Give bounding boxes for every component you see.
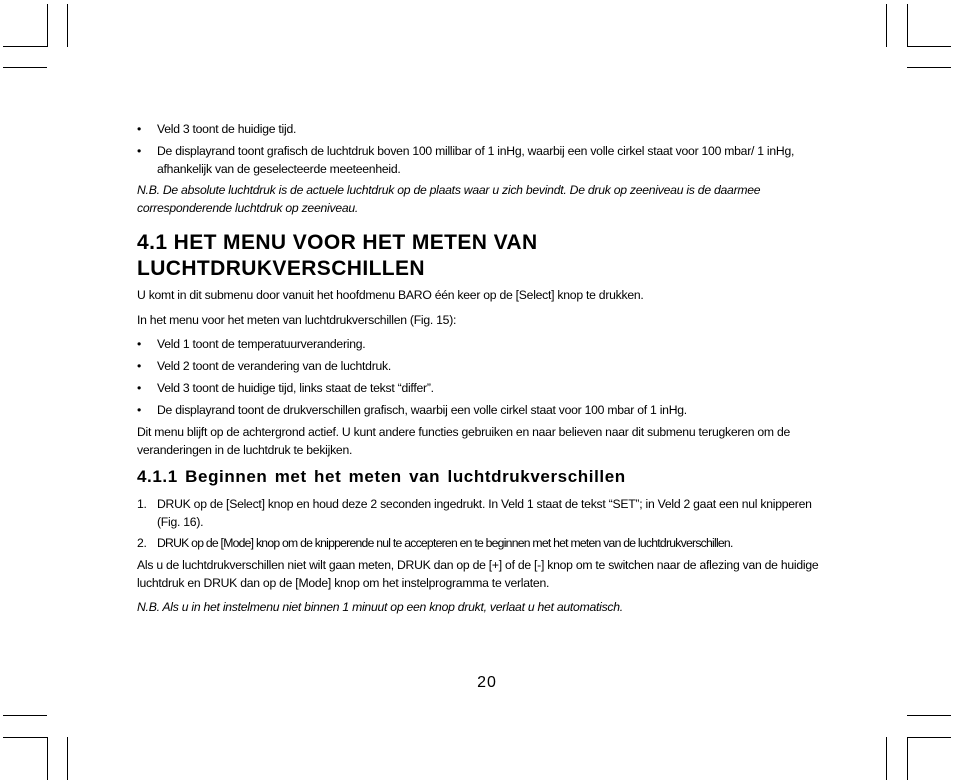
bullet-marker: • (137, 381, 142, 395)
list-item-text: De displayrand toont grafisch de luchtdruk boven 100 millibar of 1 inHg, waarbij een volle cirkel staat voor 100 mbar/ 1 inHg, afhankelijk van de geselecteerde meeteenheid. (157, 144, 795, 176)
list-item (137, 380, 831, 398)
bullet-marker: • (137, 359, 142, 373)
crop-mark (907, 46, 951, 47)
paragraph: Als u de luchtdrukverschillen niet wilt gaan meten, DRUK dan op de [+] of de [-] knop om te switchen naar de aflezing van de huidige luchtdruk en DRUK dan op de [Mode] knop om het instelprogramma te verlaten. (137, 558, 819, 590)
page-number: 20 (477, 674, 497, 691)
bullet-marker: • (137, 337, 142, 351)
list-item (137, 535, 831, 553)
list-item-text: DRUK op de [Select] knop en houd deze 2 seconden ingedrukt. In Veld 1 staat de tekst “SET”; in Veld 2 gaat een nul knipperen (Fig. 16). (157, 497, 812, 529)
step-number: 1. (137, 497, 147, 511)
paragraph: Dit menu blijft op de achtergrond actief. U kunt andere functies gebruiken en naar believen naar dit submenu terugkeren om de veranderingen in de luchtdruk te bekijken. (137, 425, 791, 457)
crop-mark (907, 67, 951, 68)
note: N.B. De absolute luchtdruk is de actuele luchtdruk op de plaats waar u zich bevindt. De druk op zeeniveau is de daarmee corresponderende luchtdruk op zeeniveau. (137, 183, 761, 215)
crop-mark (3, 737, 47, 738)
crop-mark (907, 4, 908, 47)
list-item-text: De displayrand toont de drukverschillen grafisch, waarbij een volle cirkel staat voor 100 mbar of 1 inHg. (157, 403, 687, 417)
list-item-text: DRUK op de [Mode] knop om de knipperende nul te accepteren en te beginnen met het meten van de luchtdrukverschillen. (157, 536, 733, 550)
crop-mark (907, 715, 951, 716)
paragraph: In het menu voor het meten van luchtdrukverschillen (Fig. 15): (137, 313, 457, 327)
crop-mark (907, 737, 951, 738)
subsection-title: 4.1.1 Beginnen met het meten van luchtdrukverschillen (137, 467, 626, 486)
crop-mark (67, 737, 68, 780)
list-item (137, 402, 831, 420)
crop-mark (47, 4, 48, 47)
list-item (137, 358, 831, 376)
list-item-text: Veld 3 toont de huidige tijd. (157, 122, 297, 136)
crop-mark (3, 67, 47, 68)
crop-mark (67, 4, 68, 47)
list-item (137, 336, 831, 354)
section-title: 4.1 HET MENU VOOR HET METEN VAN LUCHTDRUKVERSCHILLEN (137, 231, 538, 280)
bullet-marker: • (137, 122, 142, 136)
crop-mark (907, 737, 908, 780)
list-item (137, 143, 831, 178)
crop-mark (886, 737, 887, 780)
note: N.B. Als u in het instelmenu niet binnen 1 minuut op een knop drukt, verlaat u het automatisch. (137, 600, 623, 614)
crop-mark (47, 737, 48, 780)
step-number: 2. (137, 536, 147, 550)
list-item (137, 496, 831, 531)
bullet-marker: • (137, 403, 142, 417)
list-item (137, 121, 831, 139)
crop-mark (886, 4, 887, 47)
list-item-text: Veld 1 toont de temperatuurverandering. (157, 337, 366, 351)
bullet-marker: • (137, 144, 142, 158)
crop-mark (3, 715, 47, 716)
crop-mark (3, 46, 47, 47)
list-item-text: Veld 3 toont de huidige tijd, links staat de tekst “differ”. (157, 381, 434, 395)
list-item-text: Veld 2 toont de verandering van de luchtdruk. (157, 359, 392, 373)
paragraph: U komt in dit submenu door vanuit het hoofdmenu BARO één keer op de [Select] knop te drukken. (137, 288, 644, 302)
